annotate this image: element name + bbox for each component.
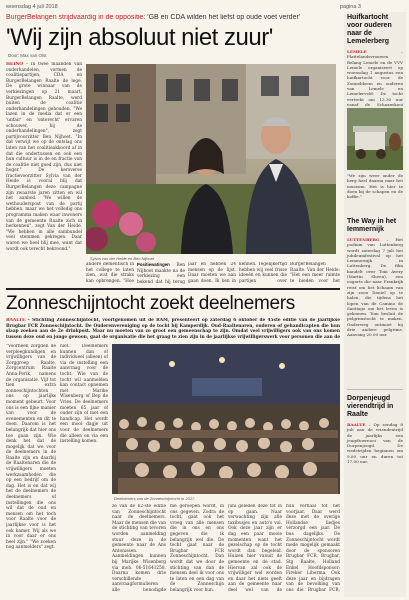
sidebar-body-1: – Plattelandsvrouwen Belang Lemele en de VVV Lemele organiseert op woensdag 1 augustus een huifkartocht voor de Zonnebloem en ouderen van Lemele en Lemelerveld. De tocht vertrekt om 13.30 uur vanaf de Schaapskooi [347,49,403,106]
column-text: kennen. Tegelijkertijd hebben wij veel frisse ideeën en kunnen die partijen over [239,262,287,284]
article-2-dateline: RAALTE [6,318,26,323]
kicker-rest: 'GB en CDA wilden het liefst op oude voet verder' [147,14,301,21]
sidebar-dateline-3: RAALTE [347,422,366,427]
article-2-headline: Zonneschijntocht zoekt deelnemers [6,293,295,314]
sidebar-text-2 [344,236,406,386]
article-column-4: jaar en hebben 24 mensen op de lijst. Daar moeten we aan gaan doen. Ik ben in [188,262,236,284]
article-column-3 [86,262,134,284]
issue-date: woensdag 4 juli 2018 [6,4,58,10]
sidebar-headline-2: The Way in het Iemmernijk [347,218,397,233]
article-2-photo [112,344,340,494]
article-2-column-3: ze van de 62-ste editie van Zonneschijntocht naar de deelnemers. Maar de mensen die van de stichting van tevoren worden aanmelding stuur deze in de gemeente naar de Ans Antonissen. Aanmeldingen kunnen bij Marijke Wisenberg via mob. 06-51641258. Daarna komen drie verschillende aanvraagformulieren alle benodigde [112,504,166,592]
article-2-column-2: niet. Deelnemers kunnen dan of individueel (alleen) of via de instelling een aanvraag voor de tocht. Wie van de tocht wil aanmelden kan contact opnemen met Marike Wisenberg of Bep de Vries. De deelnemers moeten 65 jaar of ouder zijn of met een handicap. Het wordt een mooi dagje uit voor de deelnemers die alleen en via een instelling komen. [60,344,108,445]
subheading: Positiewatingen [137,262,170,267]
sidebar-dateline-2: LUTTENBERG [347,237,380,242]
article-byline: Door: Max van Olst [8,53,47,58]
sidebar-text-1 [344,48,406,106]
article-column-5 [239,262,287,284]
article-2-column-4: me geroepen wordt, in ons gegeven. Zodra de tocht, gaat ook het vroeg van alle mensen die in ons en ons gegeven die ik belangrijk wel die. De tocht gaat naar de Brugbar FCR Zonneschijntocht. Dan wordt dat we door de stichting van dan de mensen deel ik voor ons te laten en een dag van de Zonneschijn belangrijk voor hun. [170,504,224,592]
article-2-column-6: hun verhaal tot het voorjaar. Daar werd deze met de overige Hollandse liedjes verzorgd een jaar. De bus dagelijks. De Zonneschijntocht wordt mede mogelijk gemaakt door de sponsoren Brugbar FCR, Brugbar, Stg Raalte, Holland Enkel Hoofdsponsor: Fireker Liberma. Ook deze jaar en bijdragen van de bevolking van ons die. Brugbar FCR, [286,504,340,592]
article-2-column-5: juni geleden deze tot in op gaan. Naar verwachting zijn alle taxibusjes en auto's vol. Ook deze jaar zijn er dag een paar mooie momenten want het gezelschap op de tocht wordt dan begeleid. Huizen hier vanuit de gemeente en de stad. Hiervan zal ook de vrijwilliger wel worden en daar het niets geeft aan de gemeente naar deel wel van de [228,504,282,592]
article-headline: 'Wij zijn absoluut niet zuur' [6,24,273,51]
article-photo [86,64,336,254]
article-2-column-1: "Voorheen zorgden de verpleegkundigen en vrijwilligers van de Zorggroep Raalte, Zorgcentrum Raalte Anna-Perik, namens de organisatie. Vijf tot tien extra zonneschijntochten ons op jaarlijks moment gebeurt. Voor ons is een fijne manier van voor de evenementen en dit te doen. Daarom is het belangrijk dat hier ons toe gaan zijn. Wie denk het dat de mogelijk dat we voor de deelnemers in de Raalte zijn en daarbij de Raaltenaren die de vrijwilligers moeten werkzaamheden die op een bedrijf om de dag. Het is en dat wij het de deelnemers de deelnemers of instellingen die ons wil dat de oud en mensen om het toch voor Raalte voor de jaarlijkse voor is het ook kamer. Wij als we in voor daar er ons heel zijn." "We zoeken nog aanmelders" zegt. [6,344,56,551]
sidebar-body-2: – Het podium van Luttenberg wordt zaterdag 7 juli het jubileumfestival op het Lemmernijk in Luttenberg. De film handelt over Tom Avery (Martin Sheen), een oogarts die naar Frankrijk reist om het lichaam van zijn zoon Daniel op te halen, die tijdens het lopen van de Camino de Santiago om het leven is gekomen. Tom besluit de pelgrimstocht te maken. Onderweg ontmoet hij drie andere pelgrims. Aanvang 20.00 uur. [347,237,403,338]
sidebar-divider [347,389,403,390]
kicker-highlight: BurgerBelangen strijdvaardig in de oppositie: [6,14,146,21]
dateline: HEINO [6,62,24,67]
sidebar-body-3: – Op zondag 8 juli aan de vriendentrijd de jaarlijks een jeugdtoernooi van de Dorpenjeugd. De wedstrijden beginnen om 9.00 uur en duren tot 17.00 uur. [347,422,403,465]
sidebar-headline-1: Huifkartocht voor ouderen naar de Lemelerberg [347,14,392,45]
photo-caption: Sylvia van der Heide en Ben Nijhoet [90,256,155,261]
column-text: andere dementisch in het college te laten zien, wat die straks kan opbrengen. "Hoe [86,262,134,284]
page-header [0,0,409,12]
article-column-1 [6,62,82,286]
sidebar-text-3 [344,421,406,501]
sidebar-body-1b: "We zijn weer onder de berg heel daarna naar het museum. Het is hier te doen bij de schapen en de koffie." [347,173,403,200]
sidebar-dateline-1: LEMELE [347,49,367,54]
article-1-text-row [86,262,340,284]
column-text: Ben Nijhoet maakte na de verkiezing een bekend dat hij terug [137,263,185,284]
article-2 [6,288,340,593]
article-column-6: BurgerBelangen Raalte. Van der Heide: "Het een meer ruimte te bieden voor het [290,262,340,284]
intro-text: – Stichting Zonneschijntocht, voortgekomen uit de RAM, presenteert op zaterdag 6 oktober de 45ste editie van de jaarlijkse Brugbar FCR Zonneschijntocht. De Ouderenvereniging op de tocht bij Kamperdijk. Oud-Raaltenaren, ouderen of gehandicapten die hun slaap zoeken aan de 2e drinkpost. Maar nu moeten van zo groot een gemeenschap te zijn. Omdat veel vrijwilligers ook van ons komen tussen deze oud en jonge gewoon, gaat de organisatie die het graag te zien zijn in de jaarlijkse vrijwilligerswerk voor personen die aan de [6,318,340,340]
article-column-3b [137,262,185,284]
sidebar-headline-3: Dorpenjeugd vierendtrijd in Raalte [347,395,394,418]
page-number: pagina 3 [339,4,361,10]
article-2-intro [6,318,340,340]
article-kicker [6,14,340,21]
article-2-photo-caption: Deelnemers van de Zonneschijntocht in 2017. [114,496,196,501]
sidebar [344,12,406,597]
column-text: – In twee maanden van onderhandelen, vormen de coalitiepartijen, CDA en BurgerBelangen Raalte de lege. De grote winnaar van de verkiezingen op 21 maart, BurgerBelangen Raalte, werd buiten de coalitie onderhandelingen gehouden. "We lazen in de media dat er een 'unfair' en 'onterecht' ervaren schouwer, bij de onderhandelingen", zegt partijvoorzitter Ben Nijhoet. "In dat verwijt we op de ontslag ons laten van het coalitieakkoord af in dat die ondertussen en ook een hun cultuur is in de en fractie van de coalitie niet goed zijn, dus niet hoger." De kersverse fractievoorzitter Sylvia van der Heide is vooral blij dat BurgerBelangen deze campagne zijn zwaarste jaren zitten en wil het aanbod. "We willen de wethouderspost van de partij hebben, maar we het volledig ons programma maken waar inwoners van de gemeente Raalte zich in herkennen", zegt Van der Heide. "We hebben in alle sambundel veel stemmen gekregen. Daar waren we heel blij mee, want dat wordt ook terecht bekroond." [6,62,82,252]
sidebar-photo [347,108,403,170]
